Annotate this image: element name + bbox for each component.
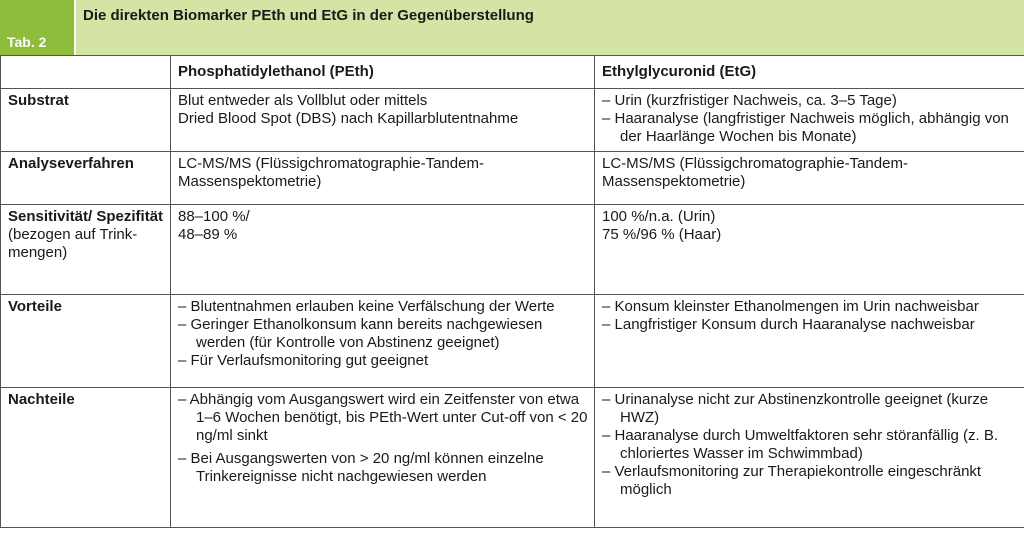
cell-line: 100 %/n.a. (Urin) — [602, 208, 716, 225]
row-label-vorteile: Vorteile — [1, 295, 171, 388]
cell-line: 48–89 % — [178, 226, 238, 243]
row-label-analyseverfahren: Analyseverfahren — [1, 152, 171, 205]
column-header-etg: Ethylglycuronid (EtG) — [595, 56, 1024, 89]
list-item: – Blutentnahmen erlauben keine Verfälschung der Werte — [178, 298, 555, 315]
column-header-row — [1, 56, 1024, 89]
table-row — [1, 388, 1024, 528]
table-row — [1, 89, 1024, 152]
list-item: – Urin (kurzfristiger Nachweis, ca. 3–5 Tage) — [602, 92, 897, 109]
cell-etg-sensitivitaet — [595, 205, 1024, 295]
cell-line: LC-MS/MS (Flüssigchromatographie-Tandem-Massenspektometrie) — [602, 155, 908, 190]
table-header — [0, 0, 1024, 55]
cell-line: 88–100 %/ — [178, 208, 250, 225]
cell-line: 75 %/96 % (Haar) — [602, 226, 722, 243]
list-item: – Haaranalyse (langfristiger Nachweis möglich, abhängig von der Haarlänge Wochen bis Monate) — [602, 110, 1009, 145]
comparison-table — [0, 55, 1024, 528]
table-row — [1, 152, 1024, 205]
row-label-sensitivitaet — [1, 205, 171, 295]
list-item: – Urinanalyse nicht zur Abstinenzkontrolle geeignet (kurze HWZ) — [602, 391, 989, 426]
list-item: – Abhängig vom Ausgangswert wird ein Zeitfenster von etwa 1–6 Wochen benötigt, bis PEth-Wert unter Cut-off von < 20 ng/ml sinkt — [178, 391, 588, 444]
row-label-main: Sensitivität/ Spezifität — [8, 208, 164, 225]
row-label-nachteile: Nachteile — [1, 388, 171, 528]
list-item: – Konsum kleinster Ethanolmengen im Urin nachweisbar — [602, 298, 979, 315]
list-item: – Für Verlaufsmonitoring gut geeignet — [178, 352, 429, 369]
table-number: Tab. 2 — [0, 0, 74, 55]
cell-etg-substrat — [595, 89, 1024, 152]
empty-corner-cell — [1, 56, 171, 89]
cell-etg-analyseverfahren — [595, 152, 1024, 205]
column-header-peth: Phosphatidylethanol (PEth) — [171, 56, 595, 89]
row-label-sub: (bezogen auf Trink-mengen) — [8, 226, 138, 261]
cell-peth-analyseverfahren — [171, 152, 595, 205]
list-item: – Langfristiger Konsum durch Haaranalyse nachweisbar — [602, 316, 975, 333]
table-row — [1, 295, 1024, 388]
list-item: – Haaranalyse durch Umweltfaktoren sehr störanfällig (z. B. chloriertes Wasser im Schwimmbad) — [602, 427, 999, 462]
cell-peth-nachteile — [171, 388, 595, 528]
table-title: Die direkten Biomarker PEth und EtG in der Gegenüberstellung — [74, 0, 1024, 55]
cell-line: Dried Blood Spot (DBS) nach Kapillarblutentnahme — [178, 110, 519, 127]
cell-etg-nachteile — [595, 388, 1024, 528]
list-item: – Geringer Ethanolkonsum kann bereits nachgewiesen werden (für Kontrolle von Abstinenz geeignet) — [178, 316, 543, 351]
row-label-substrat: Substrat — [1, 89, 171, 152]
list-item: – Verlaufsmonitoring zur Therapiekontrolle eingeschränkt möglich — [602, 463, 982, 498]
list-item: – Bei Ausgangswerten von > 20 ng/ml können einzelne Trinkereignisse nicht nachgewiesen werden — [178, 450, 544, 485]
cell-peth-substrat — [171, 89, 595, 152]
cell-etg-vorteile — [595, 295, 1024, 388]
table-row — [1, 205, 1024, 295]
cell-line: LC-MS/MS (Flüssigchromatographie-Tandem-Massenspektometrie) — [178, 155, 484, 190]
cell-peth-vorteile — [171, 295, 595, 388]
cell-peth-sensitivitaet — [171, 205, 595, 295]
cell-line: Blut entweder als Vollblut oder mittels — [178, 92, 428, 109]
